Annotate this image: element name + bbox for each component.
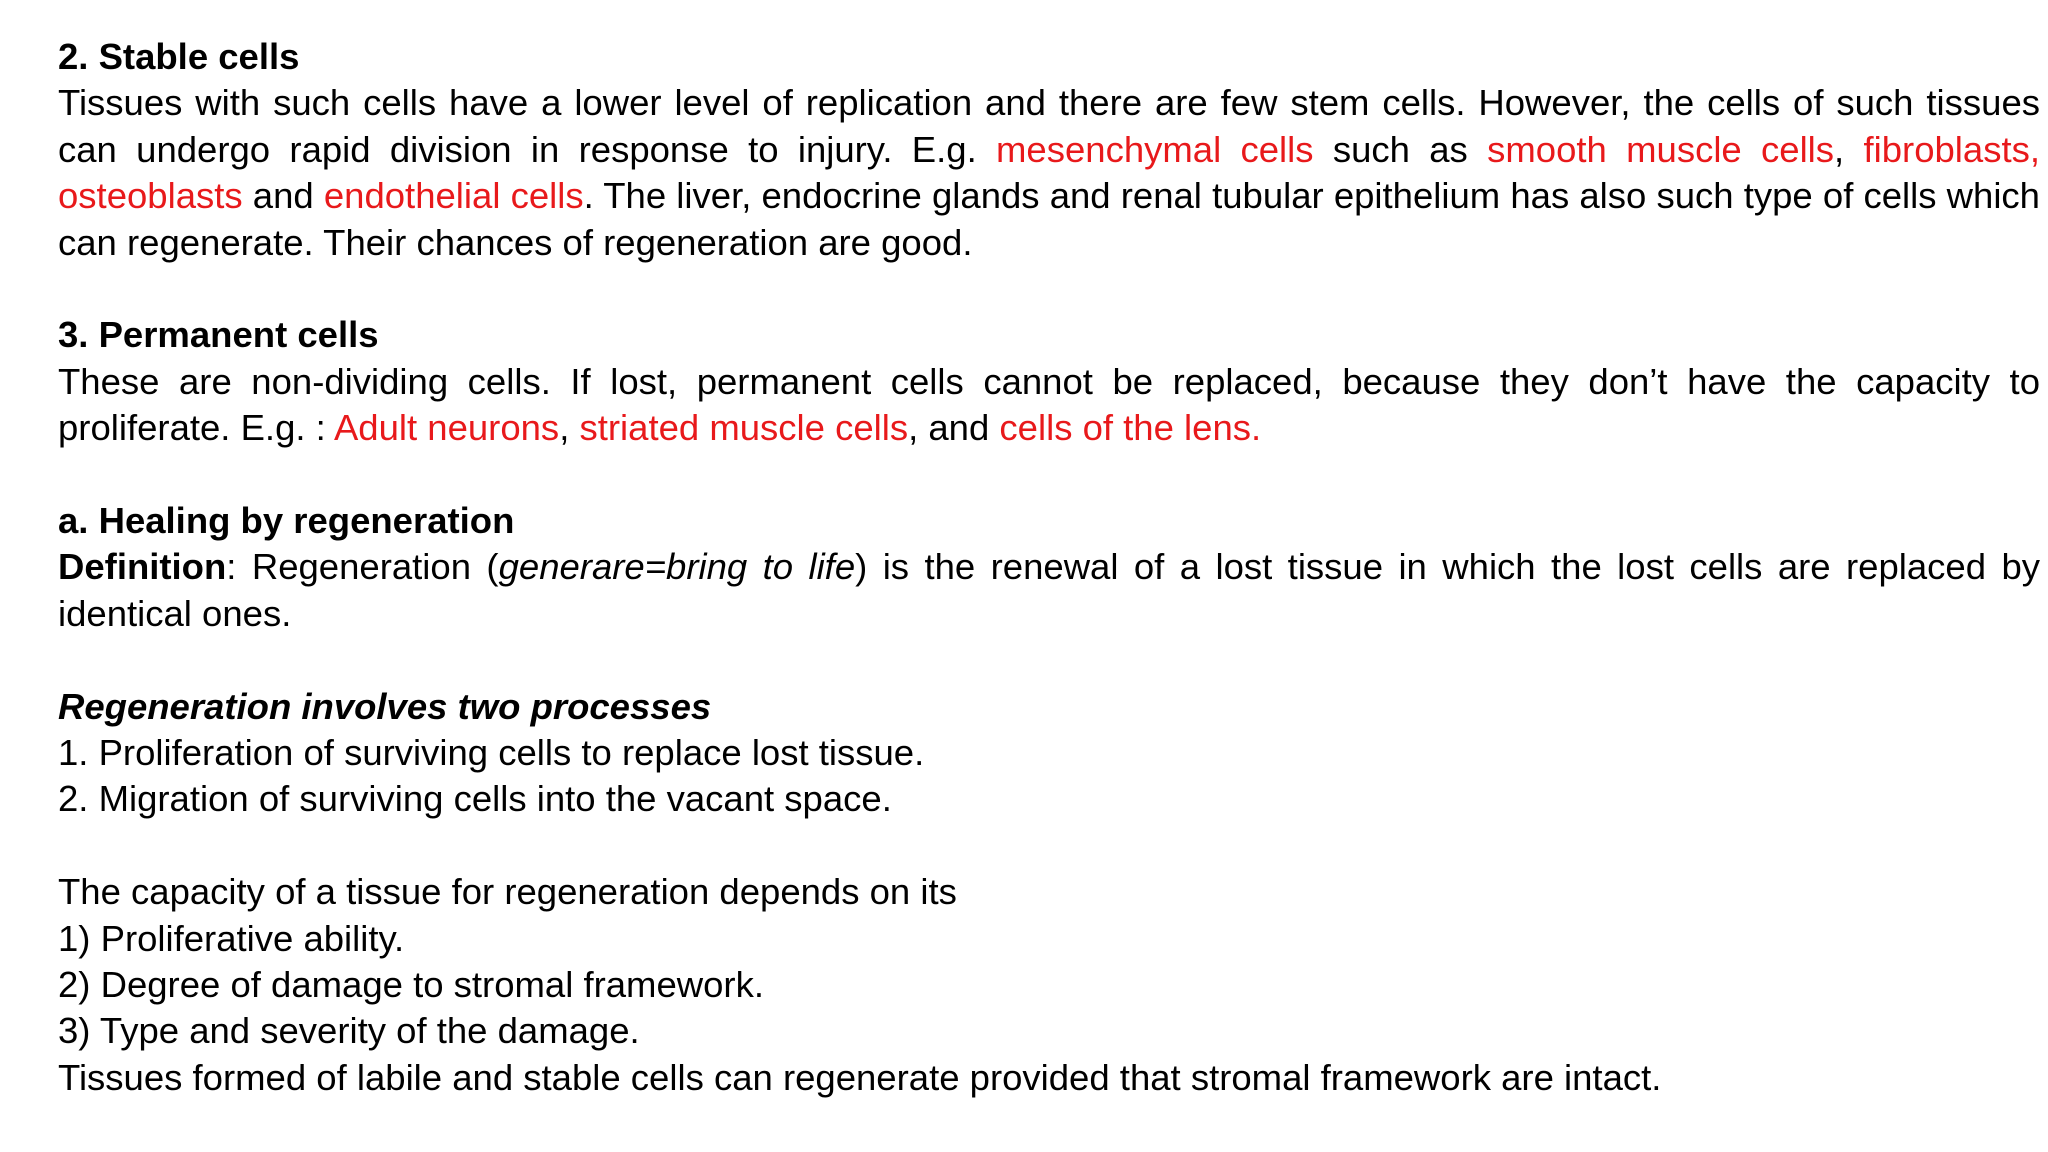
stable-cells-heading: 2. Stable cells: [58, 36, 300, 77]
stable-text-1: Tissues with such cells have a lower level of replication and there are few stem cells. However, the cells of such tissues can undergo rapid division in response to injury. E.g.: [58, 82, 2040, 170]
stable-highlight-smooth-muscle: smooth muscle cells: [1487, 128, 1835, 170]
permanent-highlight-lens: cells of the lens.: [999, 407, 1262, 449]
definition-text-2: ) is the renewal of a lost tissue in which the lost cells are replaced by identical ones.: [58, 546, 2040, 634]
processes-heading: Regeneration involves two processes: [58, 685, 712, 727]
spacer: [58, 637, 2040, 683]
capacity-item: 2) Degree of damage to stromal framework.: [58, 964, 764, 1006]
capacity-item: 3) Type and severity of the damage.: [58, 1010, 640, 1052]
stable-text-5: . The liver, endocrine glands and renal tubular epithelium has also such type of cells which can regenerate. Their chances of regeneration are good.: [58, 175, 2040, 263]
process-item: 2. Migration of surviving cells into the vacant space.: [58, 778, 892, 820]
stable-cells-paragraph: [58, 80, 2040, 266]
definition-paragraph: [58, 544, 2040, 637]
capacity-conclusion: Tissues formed of labile and stable cells can regenerate provided that stromal framework are intact.: [58, 1056, 1662, 1098]
permanent-highlight-neurons: Adult neurons: [333, 407, 560, 449]
definition-etymology: generare=bring to life: [498, 546, 856, 588]
document-page: [58, 34, 2040, 1101]
definition-text-1: : Regeneration (: [226, 546, 499, 588]
spacer: [58, 823, 2040, 869]
permanent-text-2: ,: [559, 407, 580, 449]
permanent-text-3: , and: [908, 407, 1000, 449]
permanent-highlight-striated: striated muscle cells: [579, 407, 909, 449]
process-item: 1. Proliferation of surviving cells to replace lost tissue.: [58, 732, 925, 774]
stable-text-3: ,: [1834, 128, 1864, 170]
healing-heading: a. Healing by regeneration: [58, 500, 515, 542]
definition-label: Definition: [58, 546, 227, 588]
permanent-cells-heading: 3. Permanent cells: [58, 314, 379, 356]
capacity-item: 1) Proliferative ability.: [58, 917, 405, 959]
stable-text-4: and: [242, 175, 324, 217]
spacer: [58, 266, 2040, 312]
permanent-cells-paragraph: [58, 359, 2040, 452]
capacity-intro: The capacity of a tissue for regeneration depends on its: [58, 871, 957, 913]
stable-highlight-mesenchymal: mesenchymal cells: [996, 128, 1314, 170]
stable-highlight-fibroblasts: fibroblasts, osteoblasts: [58, 128, 2040, 217]
spacer: [58, 452, 2040, 498]
stable-highlight-endothelial: endothelial cells: [323, 175, 584, 217]
permanent-text-1: These are non-dividing cells. If lost, permanent cells cannot be replaced, because they don’t have the capacity to proliferate. E.g. :: [58, 360, 2040, 449]
stable-text-2: such as: [1313, 128, 1488, 170]
